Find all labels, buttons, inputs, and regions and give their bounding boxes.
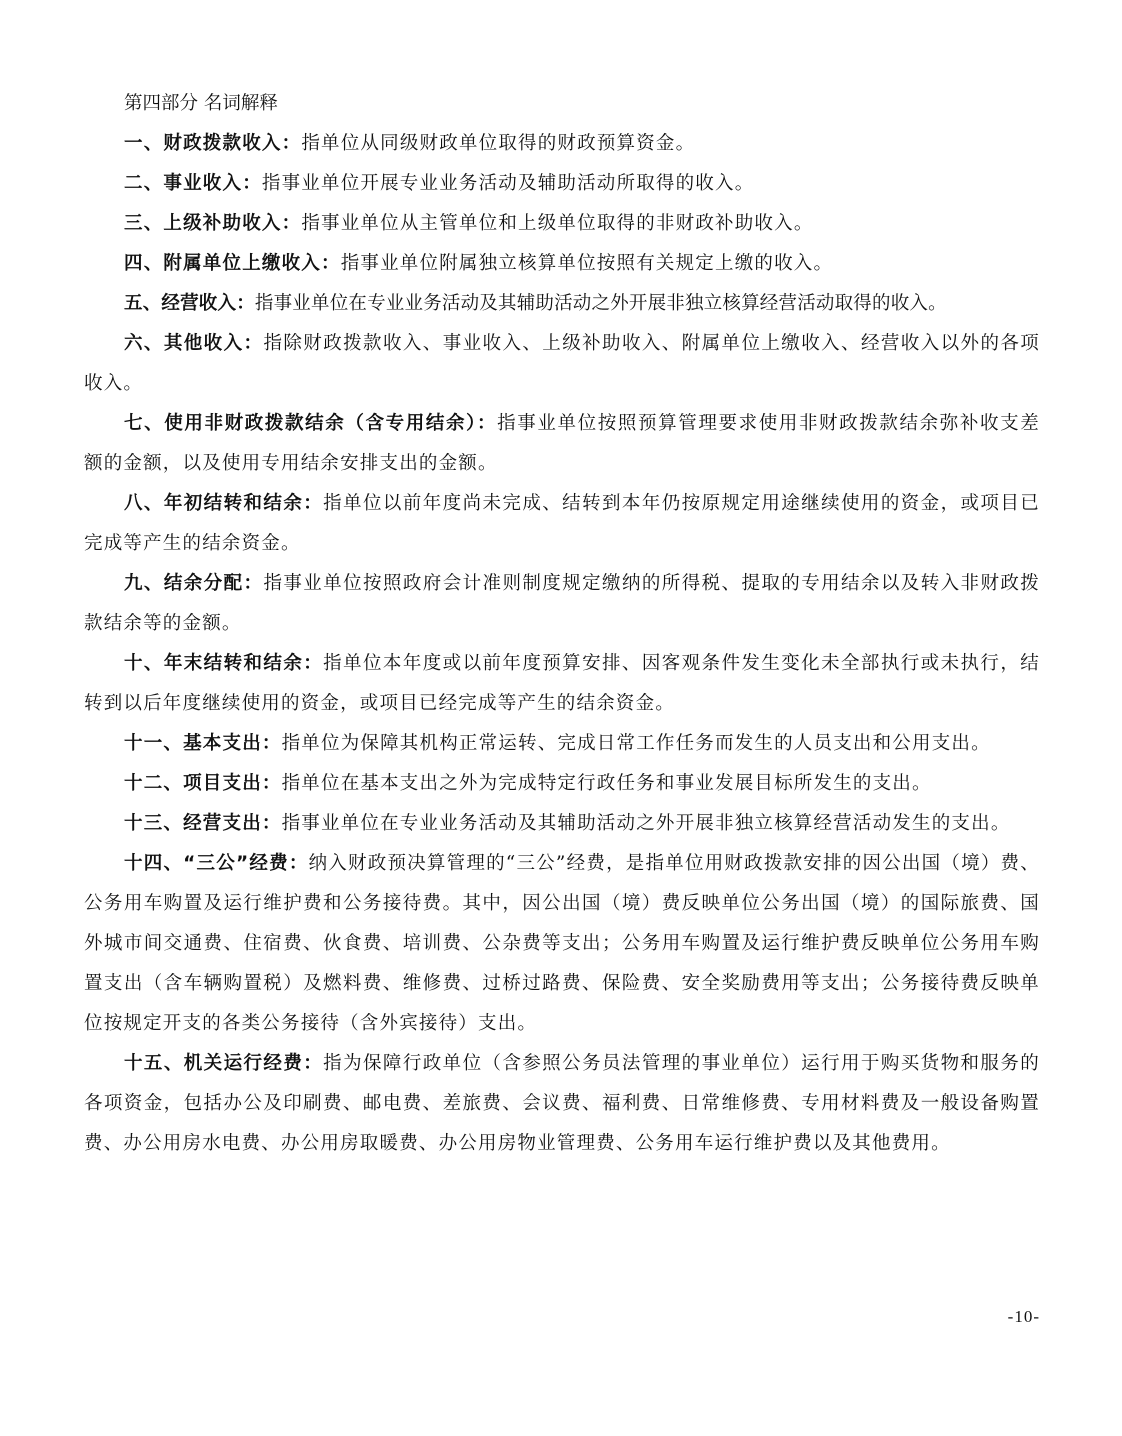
entry-4: [84, 244, 1040, 284]
entry-definition: 指事业单位按照预算管理要求使用非财政拨款结余弥补收支差额的金额，以及使用专用结余安排支出的金额。: [84, 413, 1040, 474]
section-title: 第四部分 名词解释: [124, 93, 278, 114]
entry-term: 九、结余分配：: [124, 573, 264, 594]
entry-7: [84, 404, 1040, 484]
entry-3: [84, 204, 1040, 244]
entry-definition: 指事业单位开展专业业务活动及辅助活动所取得的收入。: [261, 173, 755, 194]
entry-definition: 指事业单位按照政府会计准则制度规定缴纳的所得税、提取的专用结余以及转入非财政拨款结余等的金额。: [84, 573, 1041, 634]
entry-definition: 指单位在基本支出之外为完成特定行政任务和事业发展目标所发生的支出。: [281, 773, 932, 794]
entry-definition: 纳入财政预决算管理的“三公”经费，是指单位用财政拨款安排的因公出国（境）费、公务用车购置及运行维护费和公务接待费。其中，因公出国（境）费反映单位公务出国（境）的国际旅费、国外城市间交通费、住宿费、伙食费、培训费、公杂费等支出；公务用车购置及运行维护费反映单位公务用车购置支出（含车辆购置税）及燃料费、维修费、过桥过路费、保险费、安全奖励费用等支出；公务接待费反映单位按规定开支的各类公务接待（含外宾接待）支出。: [84, 853, 1040, 1034]
entry-definition: 指为保障行政单位（含参照公务员法管理的事业单位）运行用于购买货物和服务的各项资金，包括办公及印刷费、邮电费、差旅费、会议费、福利费、日常维修费、专用材料费及一般设备购置费、办公用房水电费、办公用房取暖费、办公用房物业管理费、公务用车运行维护费以及其他费用。: [84, 1053, 1040, 1154]
document-body: [84, 84, 1040, 1164]
entry-term: 七、使用非财政拨款结余（含专用结余）：: [124, 413, 498, 434]
entry-definition: 指除财政拨款收入、事业收入、上级补助收入、附属单位上缴收入、经营收入以外的各项收入。: [84, 333, 1041, 394]
entry-definition: 指事业单位在专业业务活动及其辅助活动之外开展非独立核算经营活动取得的收入。: [254, 293, 947, 314]
entry-11: [84, 724, 1040, 764]
entry-term: 十一、基本支出：: [124, 733, 282, 754]
entry-6: [84, 324, 1040, 404]
entry-term: 一、财政拨款收入：: [124, 133, 302, 154]
entry-definition: 指单位为保障其机构正常运转、完成日常工作任务而发生的人员支出和公用支出。: [281, 733, 991, 754]
entry-term: 十、年末结转和结余：: [124, 653, 324, 674]
entry-definition: 指事业单位从主管单位和上级单位取得的非财政补助收入。: [301, 213, 814, 234]
entry-13: [84, 804, 1040, 844]
entry-5: [84, 284, 1040, 324]
entry-8: [84, 484, 1040, 564]
entry-14: [84, 844, 1040, 1044]
entry-1: [84, 124, 1040, 164]
entry-definition: 指单位本年度或以前年度预算安排、因客观条件发生变化未全部执行或未执行，结转到以后年度继续使用的资金，或项目已经完成等产生的结余资金。: [84, 653, 1040, 714]
entry-term: 六、其他收入：: [124, 333, 264, 354]
entry-term: 十三、经营支出：: [124, 813, 282, 834]
entry-15: [84, 1044, 1040, 1164]
page-number: -10-: [1007, 1307, 1040, 1326]
entry-2: [84, 164, 1040, 204]
entry-term: 十五、机关运行经费：: [124, 1053, 324, 1074]
entry-definition: 指单位以前年度尚未完成、结转到本年仍按原规定用途继续使用的资金，或项目已完成等产生的结余资金。: [84, 493, 1040, 554]
entry-term: 三、上级补助收入：: [124, 213, 302, 234]
entry-term: 十四、“三公”经费：: [124, 853, 309, 874]
entry-term: 五、经营收入：: [124, 293, 255, 314]
entry-term: 八、年初结转和结余：: [124, 493, 324, 514]
entry-term: 十二、项目支出：: [124, 773, 282, 794]
entry-term: 二、事业收入：: [124, 173, 262, 194]
entry-12: [84, 764, 1040, 804]
entry-definition: 指单位从同级财政单位取得的财政预算资金。: [301, 133, 696, 154]
entry-10: [84, 644, 1040, 724]
entry-definition: 指事业单位附属独立核算单位按照有关规定上缴的收入。: [340, 253, 834, 274]
entry-term: 四、附属单位上缴收入：: [124, 253, 341, 274]
entry-9: [84, 564, 1040, 644]
entry-definition: 指事业单位在专业业务活动及其辅助活动之外开展非独立核算经营活动发生的支出。: [281, 813, 1011, 834]
